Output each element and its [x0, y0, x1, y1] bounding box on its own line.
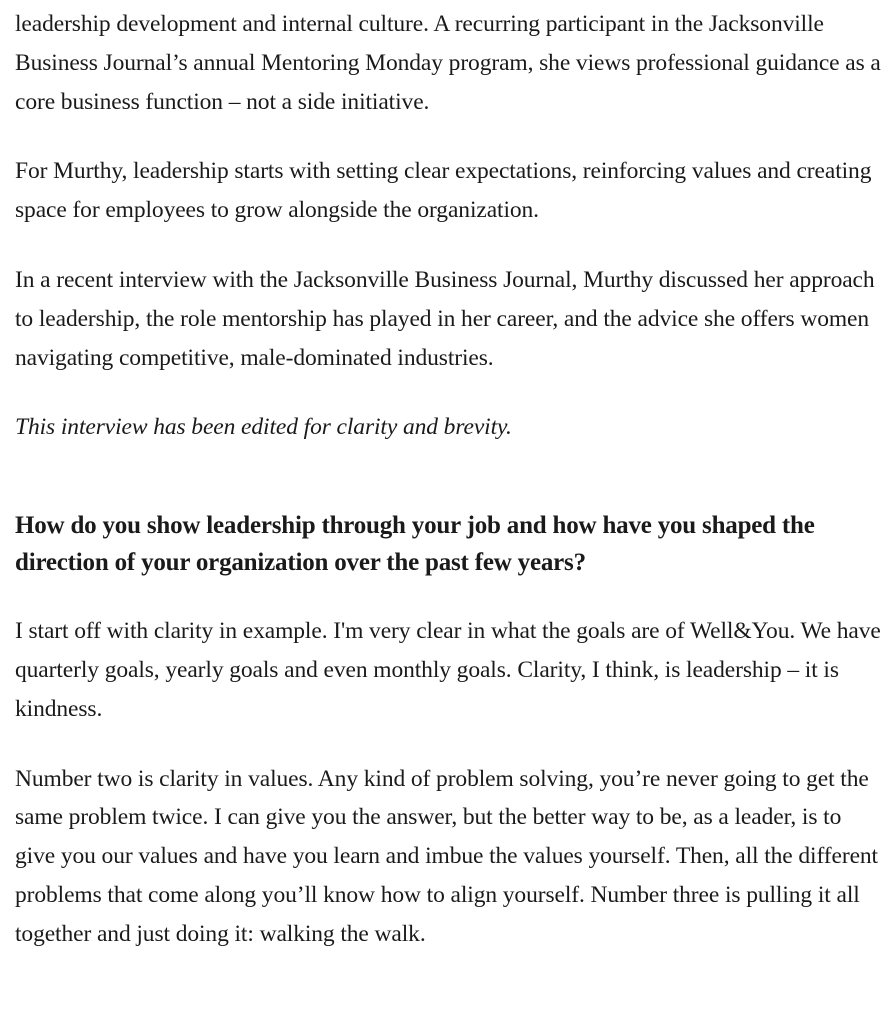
editor-note: This interview has been edited for clarity and brevity. [15, 414, 512, 441]
answer-paragraph: I start off with clarity in example. I'm very clear in what the goals are of Well&You. We have quarterly goals, yearly goals and even monthly goals. Clarity, I think, is leadership – it is kindness. [15, 618, 881, 722]
leadership-paragraph: For Murthy, leadership starts with setting clear expectations, reinforcing values and creating space for employees to grow alongside the organization. [15, 158, 872, 224]
article-body [15, 5, 887, 985]
interview-question: How do you show leadership through your job and how have you shaped the direction of your organization over the past few years? [15, 512, 815, 577]
answer-paragraph: Number two is clarity in values. Any kind of problem solving, you’re never going to get the same problem twice. I can give you the answer, but the better way to be, as a leader, is to give you our values and have you learn and imbue the values yourself. Then, all the different problems that come along you’ll know how to align yourself. Number three is pulling it all together and just doing it: walking the walk. [15, 765, 878, 947]
interview-paragraph: In a recent interview with the Jacksonville Business Journal, Murthy discussed her approach to leadership, the role mentorship has played in her career, and the advice she offers women navigating competitive, male-dominated industries. [15, 266, 875, 371]
intro-paragraph: leadership development and internal culture. A recurring participant in the Jacksonville Business Journal’s annual Mentoring Monday program, she views professional guidance as a core business function – not a side initiative. [15, 11, 881, 115]
